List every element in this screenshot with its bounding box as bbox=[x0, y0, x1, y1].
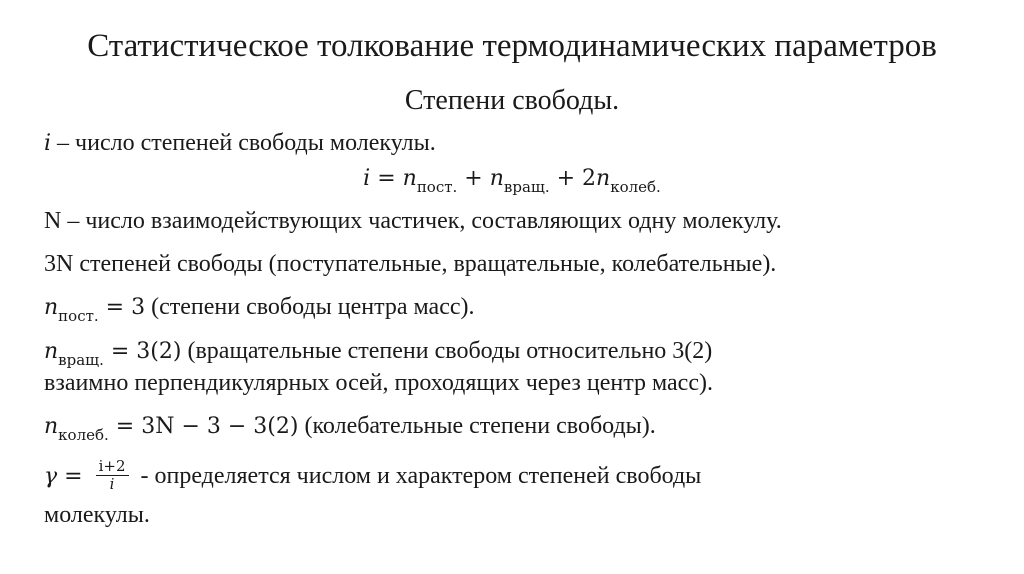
definition-i-line bbox=[44, 128, 436, 159]
n-post-symbol: n bbox=[44, 295, 59, 320]
formula-n3: n bbox=[596, 166, 611, 191]
gamma-symbol: γ bbox=[44, 464, 58, 490]
gamma-continuation: молекулы. bbox=[44, 502, 150, 528]
definition-i-text: – число степеней свободы молекулы. bbox=[51, 130, 436, 156]
definition-n-line: N – число взаимодействующих частичек, составляющих одну молекулу. bbox=[44, 208, 782, 234]
n-post-line bbox=[44, 292, 474, 331]
formula-plus1: + bbox=[457, 166, 490, 191]
formula-n1: n bbox=[402, 166, 417, 191]
n-vrasch-sub: вращ. bbox=[58, 351, 104, 369]
formula-n2: n bbox=[489, 166, 504, 191]
n-vrasch-continuation: взаимно перпендикулярных осей, проходящих через центр масс). bbox=[44, 370, 713, 396]
formula-plus2: + 2 bbox=[549, 166, 597, 191]
gamma-eq: = bbox=[57, 464, 90, 490]
slide-title: Статистическое толкование термодинамических параметров bbox=[87, 28, 937, 64]
n-post-eq: = 3 bbox=[98, 295, 146, 320]
formula-lhs: i bbox=[363, 166, 371, 191]
n-koleb-eq: = 3N − 3 − 3(2) bbox=[108, 414, 299, 439]
n-koleb-text: (колебательные степени свободы). bbox=[298, 413, 656, 439]
formula-sub-post: пост. bbox=[416, 178, 458, 196]
formula-eq: = bbox=[370, 166, 403, 191]
gamma-fraction bbox=[96, 458, 129, 493]
n-koleb-line bbox=[44, 411, 656, 450]
n-vrasch-eq: = 3(2) bbox=[103, 339, 182, 364]
n-post-sub: пост. bbox=[58, 307, 99, 325]
symbol-i: i bbox=[44, 131, 52, 156]
n-post-text: (степени свободы центра масс). bbox=[145, 294, 475, 320]
gamma-line bbox=[44, 457, 702, 495]
gamma-denominator: i bbox=[109, 475, 115, 493]
degrees-formula bbox=[0, 163, 1024, 202]
n-koleb-sub: колеб. bbox=[58, 426, 109, 444]
gamma-text: - определяется числом и характером степеней свободы bbox=[134, 463, 702, 490]
formula-sub-koleb: колеб. bbox=[610, 178, 661, 196]
n-koleb-symbol: n bbox=[44, 414, 59, 439]
formula-sub-vrasch: вращ. bbox=[503, 178, 550, 196]
gamma-numerator: i+2 bbox=[96, 458, 129, 476]
slide-subtitle: Степени свободы. bbox=[404, 85, 620, 116]
n-vrasch-text: (вращательные степени свободы относительно 3(2) bbox=[181, 338, 713, 364]
three-n-line: 3N степеней свободы (поступательные, вращательные, колебательные). bbox=[44, 251, 777, 277]
n-vrasch-symbol: n bbox=[44, 339, 59, 364]
